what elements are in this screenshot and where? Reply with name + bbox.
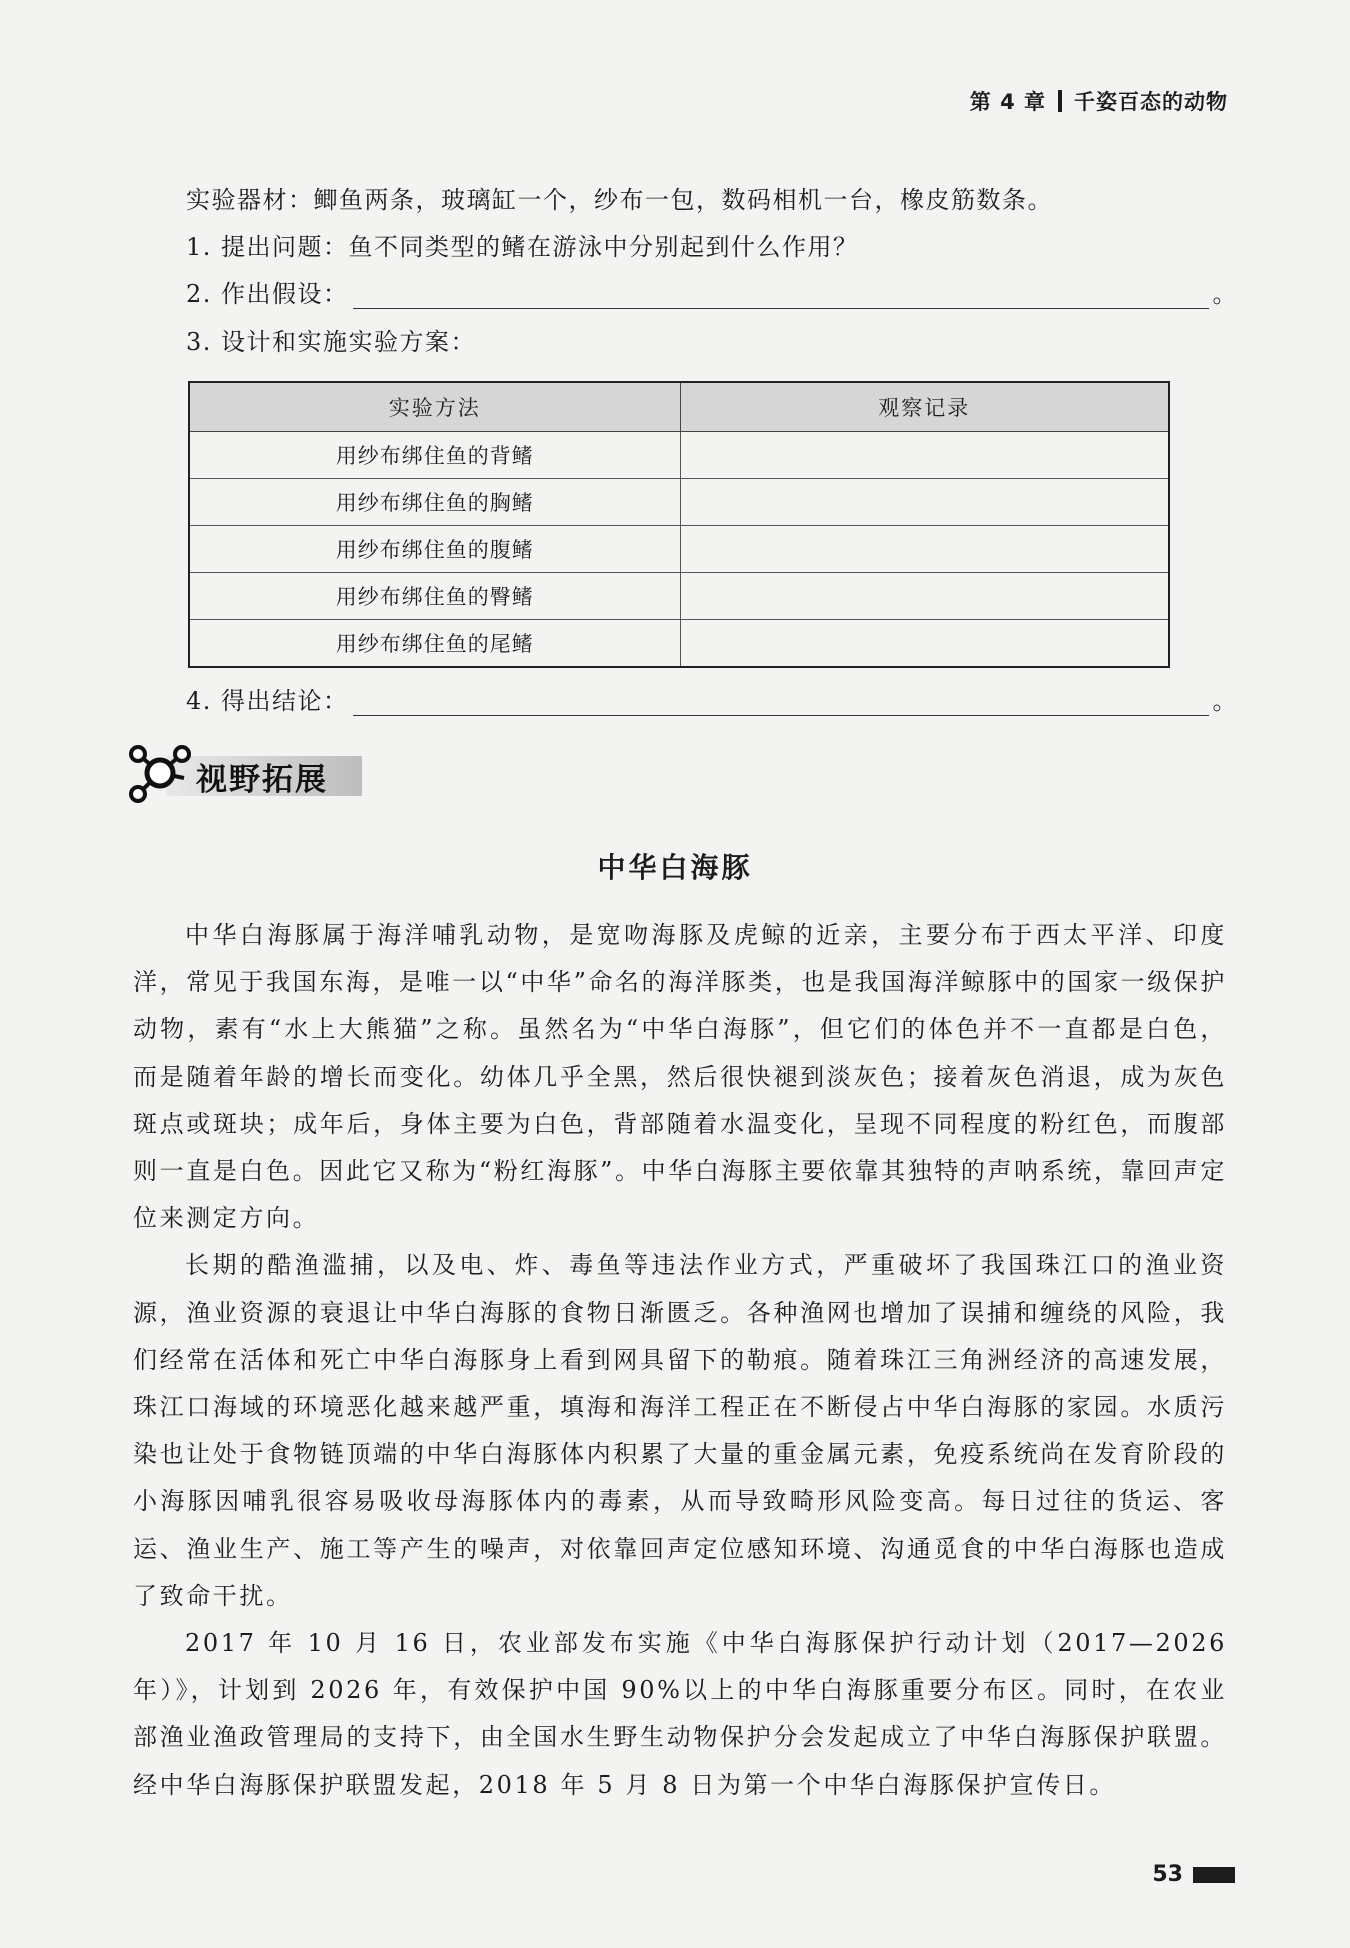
conclusion-line-end: 。 <box>1212 687 1238 715</box>
hypothesis-line <box>186 274 1238 309</box>
record-cell[interactable] <box>680 526 1169 573</box>
table-row <box>189 432 1169 479</box>
conclusion-blank[interactable] <box>353 689 1209 716</box>
conclusion-label: 4. 得出结论： <box>186 687 349 715</box>
hypothesis-label: 2. 作出假设： <box>186 280 349 308</box>
page-number-text: 53 <box>1152 1862 1183 1887</box>
article-title: 中华白海豚 <box>597 851 753 884</box>
chapter-number: 第 4 章 <box>969 90 1046 114</box>
experiment-step-design: 3. 设计和实施实验方案： <box>186 328 477 356</box>
page-number <box>1152 1862 1235 1887</box>
running-header <box>970 86 1228 116</box>
table-header-record: 观察记录 <box>680 382 1169 432</box>
section-banner <box>126 742 362 804</box>
table-header-method: 实验方法 <box>189 382 680 432</box>
experiment-materials: 实验器材：鲫鱼两条，玻璃缸一个，纱布一包，数码相机一台，橡皮筋数条。 <box>186 186 1053 214</box>
chapter-title: 千姿百态的动物 <box>1074 90 1228 114</box>
molecule-icon <box>126 742 198 804</box>
article-paragraph: 中华白海豚属于海洋哺乳动物，是宽吻海豚及虎鲸的近亲，主要分布于西太平洋、印度洋，常见于我国东海，是唯一以“中华”命名的海洋豚类，也是我国海洋鲸豚中的国家一级保护动物，素有“水上大熊猫”之称。虽然名为“中华白海豚”，但它们的体色并不一直都是白色，而是随着年龄的增长而变化。幼体几乎全黑，然后很快褪到淡灰色；接着灰色消退，成为灰色斑点或斑块；成年后，身体主要为白色，背部随着水温变化，呈现不同程度的粉红色，而腹部则一直是白色。因此它又称为“粉红海豚”。中华白海豚主要依靠其独特的声呐系统，靠回声定位来测定方向。 <box>133 921 1227 1233</box>
page-number-block <box>1193 1867 1235 1883</box>
article-paragraph: 2017 年 10 月 16 日，农业部发布实施《中华白海豚保护行动计划（2017—2026 年）》，计划到 2026 年，有效保护中国 90%以上的中华白海豚重要分布区。同时，在农业部渔业渔政管理局的支持下，由全国水生野生动物保护分会发起成立了中华白海豚保护联盟。经中华白海豚保护联盟发起，2018 年 5 月 8 日为第一个中华白海豚保护宣传日。 <box>133 1629 1227 1799</box>
table-row <box>189 620 1169 668</box>
hypothesis-blank[interactable] <box>353 282 1209 309</box>
record-cell[interactable] <box>680 479 1169 526</box>
table-row <box>189 526 1169 573</box>
method-cell: 用纱布绑住鱼的腹鳍 <box>189 526 680 573</box>
table-header-row <box>189 382 1169 432</box>
experiment-table <box>188 381 1170 668</box>
record-cell[interactable] <box>680 432 1169 479</box>
article-body <box>133 912 1227 1809</box>
header-separator <box>1058 90 1062 112</box>
method-cell: 用纱布绑住鱼的背鳍 <box>189 432 680 479</box>
record-cell[interactable] <box>680 573 1169 620</box>
method-cell: 用纱布绑住鱼的臀鳍 <box>189 573 680 620</box>
conclusion-line <box>186 681 1238 716</box>
method-cell: 用纱布绑住鱼的胸鳍 <box>189 479 680 526</box>
experiment-step-question: 1. 提出问题：鱼不同类型的鳍在游泳中分别起到什么作用？ <box>186 233 859 261</box>
article-paragraph: 长期的酷渔滥捕，以及电、炸、毒鱼等违法作业方式，严重破坏了我国珠江口的渔业资源，渔业资源的衰退让中华白海豚的食物日渐匮乏。各种渔网也增加了误捕和缠绕的风险，我们经常在活体和死亡中华白海豚身上看到网具留下的勒痕。随着珠江三角洲经济的高速发展，珠江口海域的环境恶化越来越严重，填海和海洋工程正在不断侵占中华白海豚的家园。水质污染也让处于食物链顶端的中华白海豚体内积累了大量的重金属元素，免疫系统尚在发育阶段的小海豚因哺乳很容易吸收母海豚体内的毒素，从而导致畸形风险变高。每日过往的货运、客运、渔业生产、施工等产生的噪声，对依靠回声定位感知环境、沟通觅食的中华白海豚也造成了致命干扰。 <box>133 1251 1227 1610</box>
hypothesis-line-end: 。 <box>1212 280 1238 308</box>
banner-title: 视野拓展 <box>196 762 328 798</box>
record-cell[interactable] <box>680 620 1169 668</box>
table-row <box>189 479 1169 526</box>
table-row <box>189 573 1169 620</box>
method-cell: 用纱布绑住鱼的尾鳍 <box>189 620 680 668</box>
